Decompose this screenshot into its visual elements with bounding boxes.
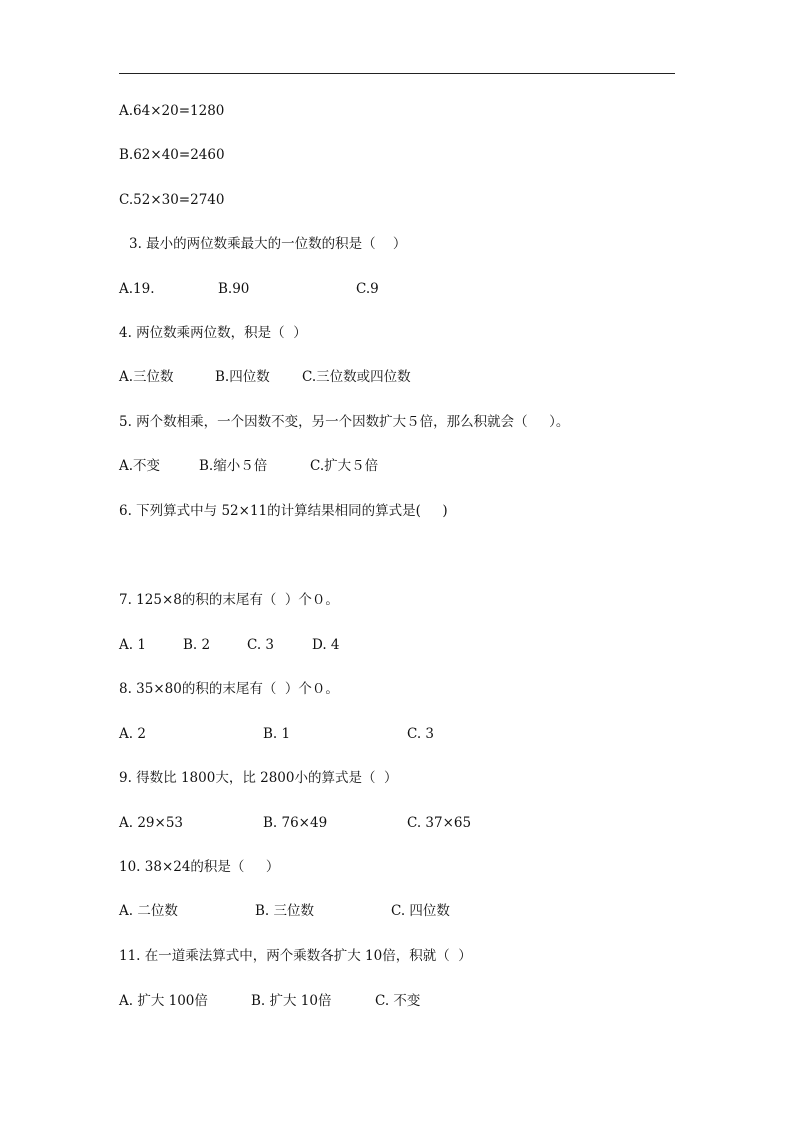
- q3-option-c: C.9: [356, 281, 379, 297]
- q7-option-d: D. 4: [312, 637, 340, 653]
- q8-option-c: C. 3: [407, 726, 435, 742]
- q4-option-a: A.三位数: [119, 369, 174, 385]
- q5-option-a: A.不变: [119, 458, 161, 474]
- question-5: 5. 两个数相乘，一个因数不变，另一个因数扩大５倍，那么积就会（ ）。: [119, 414, 570, 430]
- q5-option-c: C.扩大５倍: [310, 458, 379, 474]
- q7-option-a: A. 1: [119, 637, 146, 653]
- q11-option-b: B. 扩大 10倍: [251, 993, 332, 1009]
- question-11: 11. 在一道乘法算式中，两个乘数各扩大 10倍，积就（ ）: [119, 948, 472, 964]
- q3-option-b: B.90: [218, 281, 250, 297]
- q10-option-c: C. 四位数: [391, 903, 450, 919]
- question-7: 7. 125×8的积的末尾有（ ）个０。: [119, 592, 339, 608]
- q10-option-a: A. 二位数: [119, 903, 178, 919]
- option-a-line: A.64×20=1280: [119, 103, 225, 119]
- q9-option-a: A. 29×53: [119, 815, 183, 831]
- question-8: 8. 35×80的积的末尾有（ ）个０。: [119, 681, 339, 697]
- q7-option-c: C. 3: [247, 637, 275, 653]
- option-c-line: C.52×30=2740: [119, 192, 225, 208]
- q7-option-b: B. 2: [183, 637, 211, 653]
- q9-option-c: C. 37×65: [407, 815, 472, 831]
- q5-option-b: B.缩小５倍: [199, 458, 268, 474]
- q11-option-c: C. 不变: [375, 993, 421, 1009]
- question-3: 3. 最小的两位数乘最大的一位数的积是（ ）: [129, 236, 407, 252]
- q4-option-b: B.四位数: [215, 369, 270, 385]
- question-4: 4. 两位数乘两位数，积是（ ）: [119, 325, 307, 341]
- header-rule: [119, 73, 675, 74]
- q3-option-a: A.19.: [119, 281, 155, 297]
- option-b-line: B.62×40=2460: [119, 147, 225, 163]
- q8-option-b: B. 1: [263, 726, 291, 742]
- q4-option-c: C.三位数或四位数: [302, 369, 411, 385]
- q11-option-a: A. 扩大 100倍: [119, 993, 208, 1009]
- question-6: 6. 下列算式中与 52×11的计算结果相同的算式是( ): [119, 503, 448, 519]
- question-9: 9. 得数比 1800大，比 2800小的算式是（ ）: [119, 770, 398, 786]
- q9-option-b: B. 76×49: [263, 815, 328, 831]
- q8-option-a: A. 2: [119, 726, 146, 742]
- question-10: 10. 38×24的积是（ ）: [119, 859, 280, 875]
- q10-option-b: B. 三位数: [255, 903, 315, 919]
